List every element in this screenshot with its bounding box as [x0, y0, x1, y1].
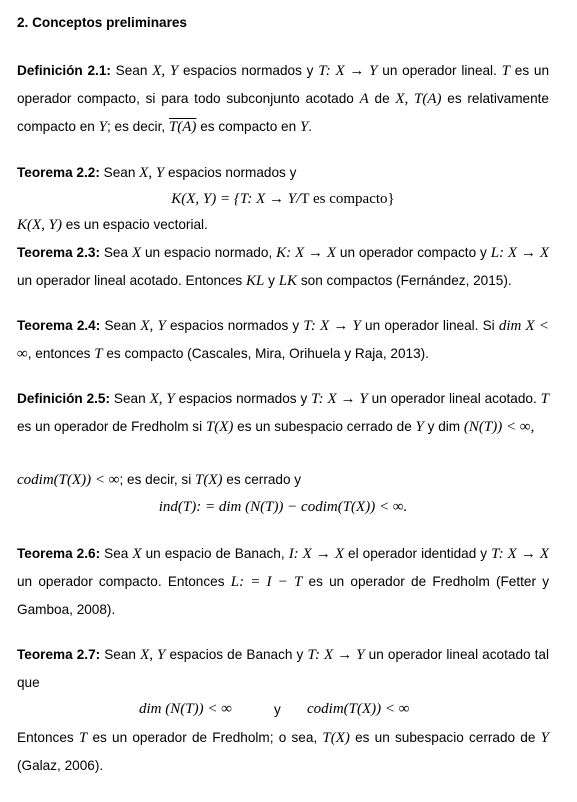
text: es relativamente compacto en [17, 91, 549, 134]
math: L: = I − T [230, 574, 303, 590]
section-title: 2. Conceptos preliminares [17, 15, 187, 30]
text: un operador lineal acotado. [367, 391, 541, 406]
text: el operador identidad y [344, 546, 492, 561]
text: espacios normados y [165, 318, 304, 333]
text: es un subespacio cerrado de [349, 730, 541, 745]
text: un operador compacto. Entonces [17, 574, 231, 589]
math: A [359, 91, 369, 107]
definition-2-5-cont [17, 466, 549, 494]
math: T: X → Y [318, 63, 378, 79]
text: (Galaz, 2006). [17, 758, 104, 773]
math: X, Y [139, 165, 165, 181]
theorem-2-7-conclusion [17, 724, 549, 779]
text: es un operador compacto, si para todo subconjunto acotado [17, 63, 550, 106]
formula: ind(T): = dim (N(T)) − codim(T(X)) < ∞. [158, 499, 408, 515]
math: K(X, Y) [17, 217, 62, 233]
math: X, Y [140, 318, 166, 334]
definition-label: Definición 2.1: [17, 63, 111, 78]
math: (N(T)) < [463, 419, 517, 435]
text: ; es decir, si [119, 472, 196, 487]
math: ∞, [519, 419, 535, 435]
math: Y [415, 419, 424, 435]
text: , entonces [27, 346, 95, 361]
text: es un operador de Fredholm (Fetter y Gamboa, 2008). [17, 574, 549, 617]
text: es un subespacio cerrado de [233, 419, 416, 434]
math: T(X) [205, 419, 234, 435]
text: y [264, 273, 279, 288]
text: es un operador de Fredholm si [17, 419, 206, 434]
text: Sea [100, 546, 133, 561]
text: Entonces [17, 730, 79, 745]
math: K: X → X [276, 245, 336, 261]
text: y dim [423, 419, 464, 434]
definition-2-5 [17, 385, 549, 441]
text: un operador lineal acotado. Entonces [17, 273, 246, 288]
definition-2-1 [17, 57, 549, 141]
text: un espacio de Banach, [141, 546, 289, 561]
math: X, Y [140, 647, 166, 663]
theorem-label: Teorema 2.6: [17, 546, 101, 561]
theorem-2-3 [17, 239, 549, 295]
text: Sean [110, 391, 150, 406]
definition-2-5-formula [17, 493, 549, 521]
math: X, T(A) [395, 91, 442, 107]
theorem-2-4 [17, 312, 549, 368]
theorem-2-2-conclusion [17, 211, 549, 239]
math: T: X → Y [311, 391, 368, 407]
text: . [308, 119, 313, 134]
text: un operador lineal. [377, 63, 502, 78]
math: T [540, 391, 549, 407]
math: T: X → Y [303, 318, 361, 334]
text: un espacio normado, [141, 245, 277, 260]
math: KL [246, 273, 265, 289]
math: X, Y [152, 63, 179, 79]
math: T [94, 346, 103, 362]
math-closure: T(A) [168, 119, 197, 135]
math: T: X → X [491, 546, 549, 562]
math: Y [98, 119, 107, 135]
definition-label: Definición 2.5: [17, 391, 111, 406]
text: es un operador de Fredholm; o sea, [87, 730, 323, 745]
math: Y [540, 730, 549, 746]
formula: K(X, Y) = {T: X → Y/ [171, 191, 301, 207]
math: X, Y [149, 391, 175, 407]
text: son compactos (Fernández, 2015). [297, 273, 512, 288]
math: T [78, 730, 88, 746]
math: LK [278, 273, 298, 289]
formula: codim(T(X)) < ∞ [307, 701, 410, 717]
math: X [132, 546, 142, 562]
math: T(X) [322, 730, 350, 746]
theorem-2-6 [17, 540, 549, 623]
text: espacios de Banach y [165, 647, 308, 662]
theorem-label: Teorema 2.3: [17, 245, 100, 260]
text: Sea [99, 245, 132, 260]
formula-connector: y [274, 702, 281, 717]
text: de [368, 91, 396, 106]
text: Sean [110, 63, 153, 78]
text: un operador lineal acotado tal que [17, 647, 549, 690]
text: espacios normados y [164, 165, 297, 180]
text: es un espacio vectorial. [62, 217, 208, 232]
text: espacios normados y [174, 391, 312, 406]
theorem-2-7 [17, 641, 549, 696]
text: Sean [100, 318, 141, 333]
math: T(X) [195, 472, 223, 488]
math: X [539, 245, 550, 261]
text: un operador lineal. Si [360, 318, 499, 333]
text: es compacto (Cascales, Mira, Orihuela y Raja, 2013). [102, 346, 429, 361]
theorem-label: Teorema 2.7: [17, 647, 101, 662]
theorem-label: Teorema 2.2: [17, 165, 100, 180]
math: L: X → [490, 245, 536, 261]
formula: dim (N(T)) < ∞ [139, 701, 232, 717]
text: espacios normados y [178, 63, 319, 78]
math: I: X → X [288, 546, 345, 562]
math: T [501, 63, 510, 79]
theorem-2-2-intro [17, 159, 549, 187]
text: ; es decir, [106, 119, 169, 134]
math: codim(T(X)) < ∞ [17, 472, 120, 488]
text: es compacto en [196, 119, 300, 134]
theorem-label: Teorema 2.4: [17, 318, 101, 333]
math: T: X → Y [307, 647, 365, 663]
text: es cerrado y [222, 472, 302, 487]
text: Sean [99, 165, 140, 180]
text: Sean [100, 647, 141, 662]
theorem-2-2-formula [17, 185, 549, 213]
math: dim X < ∞ [17, 318, 549, 362]
math: X [131, 245, 142, 261]
text: un operador compacto y [336, 245, 491, 260]
formula: T es compacto} [300, 191, 395, 207]
math: Y [299, 119, 309, 135]
